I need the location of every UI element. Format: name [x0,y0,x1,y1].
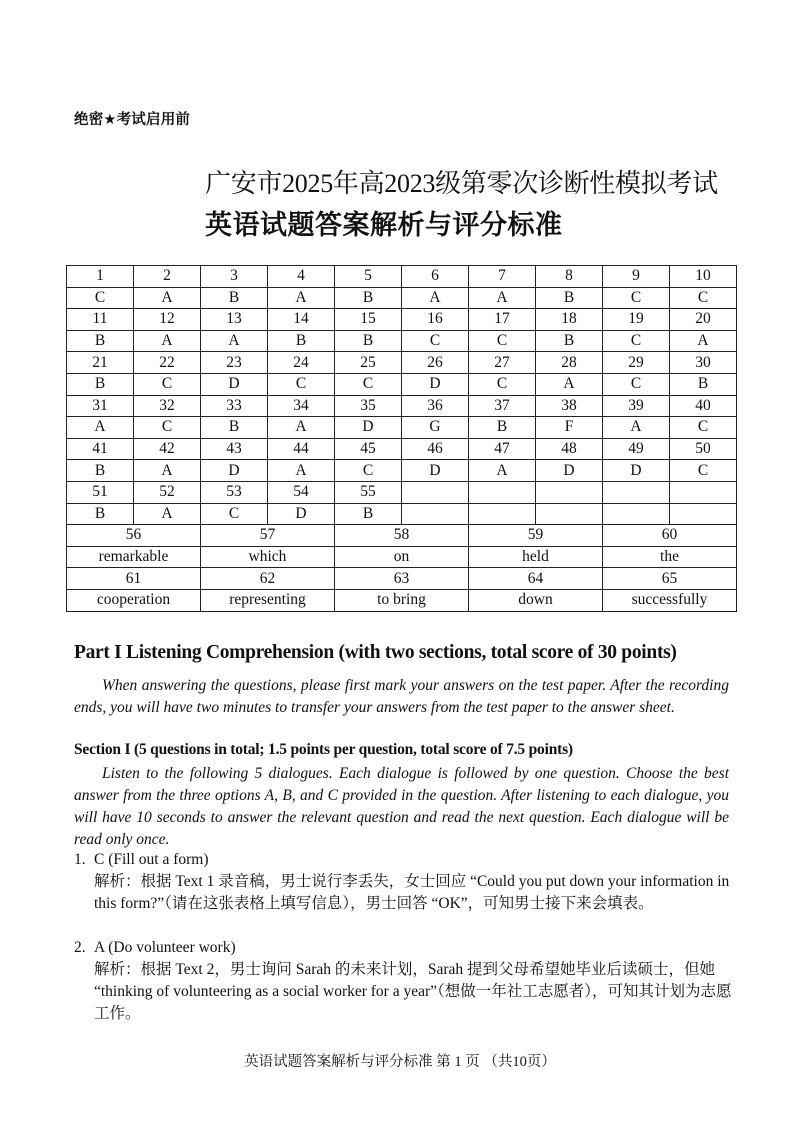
question-number-cell: 16 [402,309,469,331]
question-number-row [67,568,737,590]
question-number-cell [670,481,737,503]
answer-cell: A [201,330,268,352]
answer-cell: C [67,287,134,309]
answer-cell: C [134,373,201,395]
answer-cell: B [335,503,402,525]
question-number-cell: 33 [201,395,268,417]
answer-cell: to bring [335,589,469,611]
answer-cell: A [134,503,201,525]
answer-cell [536,503,603,525]
answer-cell: B [536,287,603,309]
question-number-cell: 48 [536,438,603,460]
answer-row [67,460,737,482]
confidential-mark: 绝密★考试启用前 [74,112,191,128]
answer-cell: C [670,287,737,309]
question-number-cell: 19 [603,309,670,331]
answer-cell: C [268,373,335,395]
question-number-row [67,395,737,417]
answer-cell: A [268,287,335,309]
question-number-cell: 47 [469,438,536,460]
answer-cell: D [201,373,268,395]
answer-cell: D [268,503,335,525]
answer-cell: F [536,417,603,439]
question-number-cell: 40 [670,395,737,417]
answer-cell: C [134,417,201,439]
question-number-cell: 34 [268,395,335,417]
question-number-cell: 61 [67,568,201,590]
question-number-cell: 31 [67,395,134,417]
question-number-cell: 37 [469,395,536,417]
question-number-cell: 35 [335,395,402,417]
answer-cell: A [670,330,737,352]
question-explanation: 解析：根据 Text 2，男士询问 Sarah 的未来计划，Sarah 提到父母希望她毕业后读硕士，但她 “thinking of volunteering as a social worker for a year”（想做一年社工志愿者），可知其计划为志愿工作。 [94,961,732,1022]
answer-cell: C [603,373,670,395]
answer-cell: C [469,373,536,395]
document-title: 英语试题答案解析与评分标准 [205,210,563,241]
question-number-cell [469,481,536,503]
answer-cell: C [402,330,469,352]
question-number-cell: 32 [134,395,201,417]
answer-cell [402,503,469,525]
answer-cell: D [402,373,469,395]
question-number-cell: 50 [670,438,737,460]
answer-cell: C [469,330,536,352]
answer-cell: C [335,460,402,482]
answer-cell: B [201,287,268,309]
answer-cell: A [134,330,201,352]
question-number: 2. [74,939,86,956]
question-number-cell: 1 [67,266,134,288]
question-number-cell [603,481,670,503]
question-number-cell: 42 [134,438,201,460]
answer-row [67,503,737,525]
answer-cell: C [670,417,737,439]
question-number-cell: 39 [603,395,670,417]
answer-row [67,287,737,309]
question-number-cell: 3 [201,266,268,288]
question-number-cell: 21 [67,352,134,374]
answer-cell: B [536,330,603,352]
answer-cell: A [67,417,134,439]
question-item [74,849,734,915]
question-number-cell: 52 [134,481,201,503]
question-number-cell: 60 [603,525,737,547]
question-number-row [67,352,737,374]
question-number-cell: 14 [268,309,335,331]
question-number-cell: 12 [134,309,201,331]
question-number-cell: 18 [536,309,603,331]
question-number-cell: 43 [201,438,268,460]
question-number-cell: 64 [469,568,603,590]
answer-cell: A [603,417,670,439]
answer-cell: on [335,546,469,568]
question-number-cell: 30 [670,352,737,374]
answer-cell: B [670,373,737,395]
page-footer: 英语试题答案解析与评分标准 第 1 页 （共10页） [244,1054,556,1070]
question-number-cell: 36 [402,395,469,417]
answer-cell: which [201,546,335,568]
answer-cell: the [603,546,737,568]
part-heading: Part I Listening Comprehension (with two sections, total score of 30 points) [74,642,677,663]
answer-cell: D [402,460,469,482]
answer-cell: G [402,417,469,439]
answer-cell [469,503,536,525]
answer-cell: A [536,373,603,395]
question-number-cell: 65 [603,568,737,590]
question-number-cell: 8 [536,266,603,288]
question-number-cell: 53 [201,481,268,503]
question-number-cell: 17 [469,309,536,331]
answer-cell: B [335,330,402,352]
question-number-cell: 29 [603,352,670,374]
question-number-cell: 23 [201,352,268,374]
question-number-cell: 56 [67,525,201,547]
question-number-cell: 5 [335,266,402,288]
answer-cell: B [67,503,134,525]
answer-cell: A [134,287,201,309]
answer-cell: D [335,417,402,439]
question-number-cell: 28 [536,352,603,374]
question-number-row [67,309,737,331]
answer-cell: held [469,546,603,568]
answer-cell: B [201,417,268,439]
answer-cell: successfully [603,589,737,611]
answer-cell: B [469,417,536,439]
question-explanation: 解析：根据 Text 1 录音稿，男士说行李丢失，女士回应 “Could you put down your information in this form?”（请在这张表格上填写信息），男士回答 “OK”，可知男士接下来会填表。 [94,873,730,912]
question-number-cell: 55 [335,481,402,503]
answer-key-table [66,265,737,612]
question-number-cell: 63 [335,568,469,590]
answer-cell: C [670,460,737,482]
answer-cell: D [201,460,268,482]
question-number-cell: 51 [67,481,134,503]
answer-cell: A [469,460,536,482]
section-heading: Section I (5 questions in total; 1.5 points per question, total score of 7.5 points) [74,741,573,758]
question-number-cell: 54 [268,481,335,503]
question-item [74,937,734,1025]
answer-row [67,373,737,395]
question-number-cell: 49 [603,438,670,460]
question-number-cell: 15 [335,309,402,331]
question-number-cell: 10 [670,266,737,288]
part-instructions: When answering the questions, please first mark your answers on the test paper. After the recording ends, you will have two minutes to transfer your answers from the test paper to the answer sheet. [74,677,729,716]
question-number-cell: 7 [469,266,536,288]
answer-cell [670,503,737,525]
answer-cell: A [268,417,335,439]
answer-cell: B [67,373,134,395]
question-number-cell: 38 [536,395,603,417]
answer-cell: down [469,589,603,611]
answer-cell: C [603,287,670,309]
question-number-cell: 27 [469,352,536,374]
question-number-cell: 22 [134,352,201,374]
answer-cell: D [603,460,670,482]
question-number-cell: 25 [335,352,402,374]
question-number-cell: 58 [335,525,469,547]
question-number-row [67,525,737,547]
question-number-cell: 41 [67,438,134,460]
answer-cell: C [603,330,670,352]
answer-row [67,546,737,568]
question-number-cell: 2 [134,266,201,288]
question-number-cell: 6 [402,266,469,288]
answer-cell: A [469,287,536,309]
question-number-cell [402,481,469,503]
question-number-cell: 44 [268,438,335,460]
answer-cell: B [335,287,402,309]
answer-row [67,589,737,611]
question-number-cell: 24 [268,352,335,374]
question-number-cell: 26 [402,352,469,374]
question-number-cell: 9 [603,266,670,288]
question-number-cell: 62 [201,568,335,590]
answer-cell: B [268,330,335,352]
answer-cell: A [134,460,201,482]
question-answer: C (Fill out a form) [94,851,209,868]
question-number-cell [536,481,603,503]
answer-cell: C [335,373,402,395]
answer-cell: C [201,503,268,525]
question-number-cell: 59 [469,525,603,547]
answer-cell: cooperation [67,589,201,611]
answer-row [67,417,737,439]
answer-cell: D [536,460,603,482]
question-number-cell: 46 [402,438,469,460]
question-number-row [67,266,737,288]
answer-cell: A [402,287,469,309]
question-number-cell: 45 [335,438,402,460]
answer-cell: remarkable [67,546,201,568]
answer-cell [603,503,670,525]
exam-title: 广安市2025年高2023级第零次诊断性模拟考试 [205,169,718,198]
answer-row [67,330,737,352]
question-number-cell: 20 [670,309,737,331]
answer-cell: B [67,460,134,482]
question-number: 1. [74,851,86,868]
question-number-cell: 57 [201,525,335,547]
answer-cell: B [67,330,134,352]
question-number-cell: 11 [67,309,134,331]
section-instructions: Listen to the following 5 dialogues. Each dialogue is followed by one question. Choose the best answer from the three options A, B, and C provided in the question. After listening to each dialogue, you will have 10 seconds to answer the relevant question and read the next question. Each dialogue will be read only once. [74,765,729,848]
question-number-row [67,438,737,460]
question-number-row [67,481,737,503]
question-answer: A (Do volunteer work) [94,939,236,956]
answer-cell: A [268,460,335,482]
answer-cell: representing [201,589,335,611]
question-number-cell: 4 [268,266,335,288]
question-number-cell: 13 [201,309,268,331]
